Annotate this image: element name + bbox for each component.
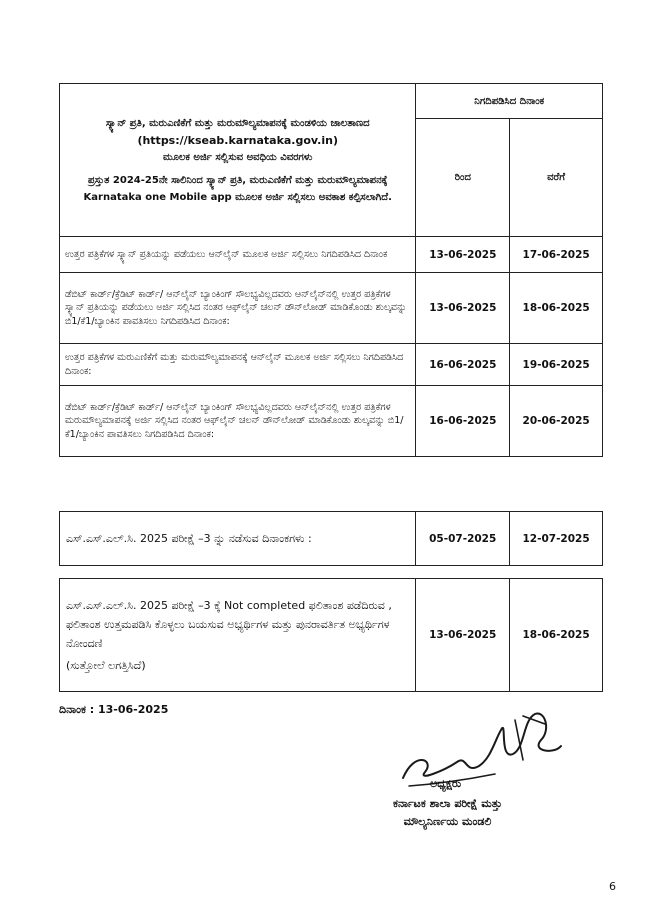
date-line: ದಿನಾಂಕ : 13-06-2025 (59, 703, 169, 716)
row-to-date: 17-06-2025 (510, 237, 603, 273)
row-desc-cell (60, 579, 416, 692)
row-from-date: 05-07-2025 (416, 512, 510, 566)
registration-table (59, 578, 603, 692)
row-note: (ಸುತ್ತೋಲೆ ಲಗತ್ತಿಸಿದೆ) (66, 658, 146, 672)
exam-dates-table (59, 511, 603, 566)
row-to-date: 12-07-2025 (510, 512, 603, 566)
table-row (60, 512, 603, 566)
row-to-date: 18-06-2025 (510, 579, 603, 692)
col-from: ರಿಂದ (416, 119, 510, 237)
row-from-date: 16-06-2025 (416, 344, 510, 386)
row-desc: ಎಸ್.ಎಸ್.ಎಲ್.ಸಿ. 2025 ಪರೀಕ್ಷೆ –3 ನ್ನು ನಡೆಸುವ ದಿನಾಂಕಗಳು : (60, 512, 416, 566)
row-desc: ಡೆಬಿಟ್ ಕಾರ್ಡ್/ಕ್ರೆಡಿಟ್ ಕಾರ್ಡ್/ ಆನ್‌ಲೈನ್ ಬ್ಯಾಂಕಿಂಗ್ ಸೌಲಭ್ಯವಿಲ್ಲದವರು ಆನ್‌ಲೈನ್‌ನಲ್ಲಿ ಉತ್ತರ ಪತ್ರಿಕೆಗಳ ಮರುಮೌಲ್ಯಮಾಪನಕ್ಕೆ ಅರ್ಜಿ ಸಲ್ಲಿಸಿದ ನಂತರ ಆಫ್‌ಲೈನ್ ಚಲನ್ ಡೌನ್‌ಲೋಡ್ ಮಾಡಿಕೊಂಡು ಶುಲ್ಕವನ್ನು ಬಿ1/ಕೆ1/ಬ್ಯಾಂಕಿನ ಪಾವತಿಸಲು ನಿಗದಿಪಡಿಸಿದ ದಿನಾಂಕ: (60, 386, 416, 457)
col-to: ವರೆಗೆ (510, 119, 603, 237)
row-from-date: 13-06-2025 (416, 237, 510, 273)
header-subtitle: ಪ್ರಸ್ತುತ 2024-25ನೇ ಸಾಲಿನಿಂದ ಸ್ಕ್ಯಾನ್ ಪ್ರತಿ, ಮರುಎಣಿಕೆಗೆ ಮತ್ತು ಮರುಮೌಲ್ಯಮಾಪನಕ್ಕೆ Karnataka one Mobile app ಮೂಲಕ ಅರ್ಜಿ ಸಲ್ಲಿಸಲು ಅವಕಾಶ ಕಲ್ಪಿಸಲಾಗಿದೆ. (83, 174, 392, 203)
signatory-org-line-1: ಕರ್ನಾಟಕ ಶಾಲಾ ಪರೀಕ್ಷೆ ಮತ್ತು (393, 797, 503, 810)
signature-image (395, 700, 565, 795)
row-desc: ಎಸ್.ಎಸ್.ಎಲ್.ಸಿ. 2025 ಪರೀಕ್ಷೆ –3 ಕ್ಕೆ Not completed ಫಲಿತಾಂಶ ಪಡೆದಿರುವ , ಫಲಿತಾಂಶ ಉತ್ತಮಪಡಿಸಿ ಕೊಳ್ಳಲು ಬಯಸುವ ಅಭ್ಯರ್ಥಿಗಳ ಮತ್ತು ಪುನರಾವರ್ತಿತ ಅಭ್ಯರ್ಥಿಗಳ ನೋಂದಣಿ (66, 598, 392, 650)
table-row (60, 344, 603, 386)
table-row (60, 273, 603, 344)
signatory-org (393, 795, 502, 831)
signatory-title: ಅಧ್ಯಕ್ಷರು (430, 777, 462, 790)
table-row (60, 237, 603, 273)
row-to-date: 19-06-2025 (510, 344, 603, 386)
col-fixed-date: ನಿಗದಿಪಡಿಸಿದ ದಿನಾಂಕ (416, 84, 603, 119)
header-title-2: ಮೂಲಕ ಅರ್ಜಿ ಸಲ್ಲಿಸುವ ಅವಧಿಯ ವಿವರಗಳು (163, 151, 313, 163)
row-from-date: 13-06-2025 (416, 273, 510, 344)
row-desc: ಡೆಬಿಟ್ ಕಾರ್ಡ್/ಕ್ರೆಡಿಟ್ ಕಾರ್ಡ್/ ಆನ್‌ಲೈನ್ ಬ್ಯಾಂಕಿಂಗ್ ಸೌಲಭ್ಯವಿಲ್ಲದವರು ಆನ್‌ಲೈನ್‌ನಲ್ಲಿ ಉತ್ತರ ಪತ್ರಿಕೆಗಳ ಸ್ಕ್ಯಾನ್ ಪ್ರತಿಯನ್ನು ಪಡೆಯಲು ಅರ್ಜಿ ಸಲ್ಲಿಸಿದ ನಂತರ ಆಫ್‌ಲೈನ್ ಚಲನ್ ಡೌನ್‌ಲೋಡ್ ಮಾಡಿಕೊಂಡು ಶುಲ್ಕವನ್ನು ಬಿ1/ಕೆ1/ಬ್ಯಾಂಕಿನ ಪಾವತಿಸಲು ನಿಗದಿಪಡಿಸಿದ ದಿನಾಂಕ: (60, 273, 416, 344)
header-url: (https://kseab.karnataka.gov.in) (137, 133, 338, 147)
row-desc: ಉತ್ತರ ಪತ್ರಿಕೆಗಳ ಮರುಎಣಿಕೆಗೆ ಮತ್ತು ಮರುಮೌಲ್ಯಮಾಪನಕ್ಕೆ ಆನ್‌ಲೈನ್ ಮೂಲಕ ಅರ್ಜಿ ಸಲ್ಲಿಸಲು ನಿಗದಿಪಡಿಸಿದ ದಿನಾಂಕ: (60, 344, 416, 386)
table-header-cell (60, 84, 416, 237)
table-row (60, 386, 603, 457)
row-from-date: 16-06-2025 (416, 386, 510, 457)
signatory-org-line-2: ಮೌಲ್ಯನಿರ್ಣಯ ಮಂಡಲಿ (403, 815, 492, 828)
row-desc: ಉತ್ತರ ಪತ್ರಿಕೆಗಳ ಸ್ಕ್ಯಾನ್ ಪ್ರತಿಯನ್ನು ಪಡೆಯಲು ಆನ್‌ಲೈನ್ ಮೂಲಕ ಅರ್ಜಿ ಸಲ್ಲಿಸಲು ನಿಗದಿಪಡಿಸಿದ ದಿನಾಂಕ (60, 237, 416, 273)
header-title: ಸ್ಕ್ಯಾನ್ ಪ್ರತಿ, ಮರುಎಣಿಕೆಗೆ ಮತ್ತು ಮರುಮೌಲ್ಯಮಾಪನಕ್ಕೆ ಮಂಡಳಿಯ ಜಾಲತಾಣದ (105, 117, 370, 129)
row-to-date: 20-06-2025 (510, 386, 603, 457)
table-row (60, 579, 603, 692)
row-from-date: 13-06-2025 (416, 579, 510, 692)
application-schedule-table (59, 83, 603, 457)
row-to-date: 18-06-2025 (510, 273, 603, 344)
page-number: 6 (609, 880, 616, 893)
